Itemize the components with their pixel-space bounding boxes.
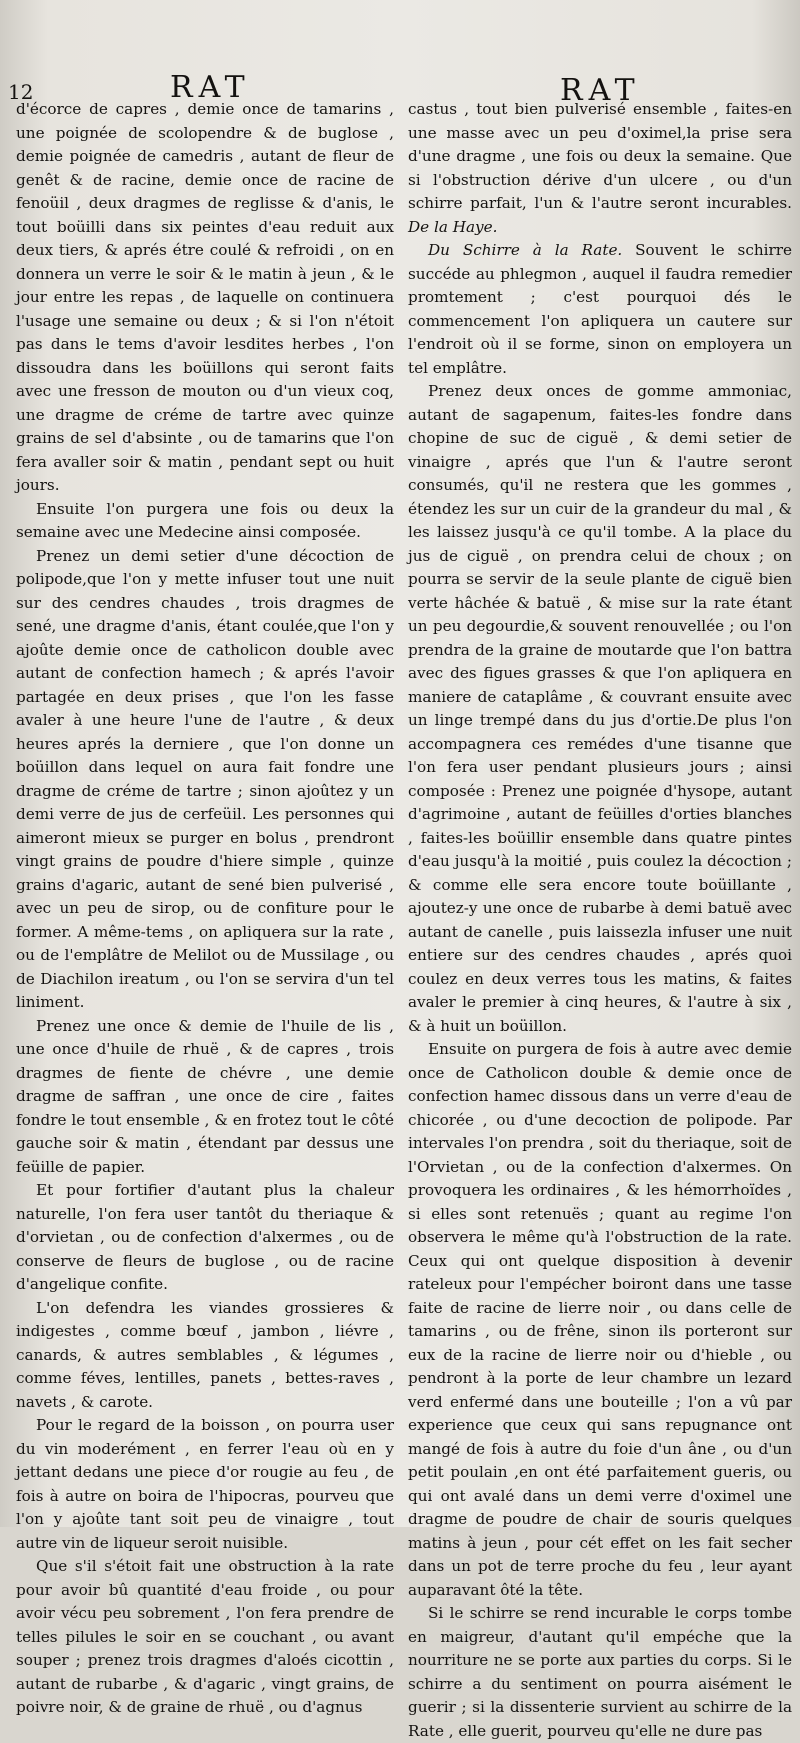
right-column (408, 98, 792, 1743)
page-number: 12 (8, 80, 34, 104)
paragraph: Et pour fortifier d'autant plus la chaleur naturelle, l'on fera user tantôt du theriaque & d'orvietan , ou de confection d'alxermes , ou de conserve de fleurs de buglose , ou de racine d'angelique confite. (16, 1181, 394, 1293)
paragraph: Ensuite on purgera de fois à autre avec demie once de Catholicon double & demie once de confection hamec dissous dans un verre d'eau de chicorée , ou d'une decoction de polipode. Par intervales l'on prendra , soit du theriaque, soit de l'Orvietan , ou de la confection d'alxermes. On provoquera les ordinaires , & les hémorrhoïdes , si elles sont retenuës ; quant au regime l'on observera le même qu'à l'obstruction de la rate. Ceux qui ont quelque disposition à devenir rateleux pour l'empécher boiront dans une tasse faite de racine de lierre noir , ou dans celle de tamarins , ou de frêne, sinon ils porteront sur eux de la racine de lierre noir ou d'hieble , ou pendront à la porte de leur chambre un lezard verd enfermé dans une bouteille ; l'on a vû par experience que ceux qui sans repugnance ont mangé de fois à autre du foie d'un âne , ou d'un petit poulain ,en ont été parfaitement gueris, ou qui ont avalé dans un demi verre d'oximel une dragme de poudre de chair de souris quelques matins à jeun , pour cét effet on les fait secher dans un pot de terre proche du feu , leur ayant auparavant ôté la tête. (408, 1040, 792, 1599)
paragraph: L'on defendra les viandes grossieres & indigestes , comme bœuf , jambon , liévre , canards, & autres semblables , & légumes , comme féves, lentilles, panets , bettes-raves , navets , & carote. (16, 1298, 394, 1411)
paragraph: Prenez deux onces de gomme ammoniac, autant de sagapenum, faites-les fondre dans chopine de suc de ciguë , & demi setier de vinaigre , aprés que l'un & l'autre seront consumés, qu'il ne restera que les gommes , étendez les sur un cuir de la grandeur du mal , & les laissez jusqu'à ce qu'il tombe. A la place du jus de ciguë , on prendra celui de choux ; on pourra se servir de la seule plante de ciguë bien verte hâchée & batuë , & mise sur la rate étant un peu degourdie,& souvent renouvellée ; ou l'on prendra de la graine de moutarde que l'on battra avec des figues grasses & que l'on apliquera en maniere de cataplâme , & couvrant ensuite avec un linge trempé dans du jus d'ortie.De plus l'on accompagnera ces remédes d'une tisanne que l'on fera user pendant plusieurs jours ; ainsi composée : Prenez une poignée d'hysope, autant d'agrimoine , autant de feüilles d'orties blanches , faites-les boüillir ensemble dans quatre pintes d'eau jusqu'à la moitié , puis coulez la décoction ; & comme elle sera encore toute boüillante , ajoutez-y une once de rubarbe à demi batuë avec autant de canelle , puis laissezla infuser une nuit entiere sur des cendres chaudes , aprés quoi coulez en deux verres tous les matins, & faites avaler le premier à cinq heures, & l'autre à six , & à huit un boüillon. (408, 382, 792, 1035)
paragraph: Si le schirre se rend incurable le corps tombe en maigreur, d'autant qu'il empéche que la nourriture ne se porte aux parties du corps. Si le schirre a du sentiment on pourra aisément le guerir ; si la dissenterie survient au schirre de la Rate , elle guerit, pourveu qu'elle ne dure pas (408, 1604, 792, 1740)
paragraph (408, 239, 792, 380)
paragraph-text: Souvent le schirre succéde au phlegmon , auquel il faudra remedier promtement ; c'est pourquoi dés le commencement l'on apliquera un cautere sur l'endroit où il se forme, sinon on employera un tel emplâtre. (408, 241, 792, 377)
paragraph: Pour le regard de la boisson , on pourra user du vin moderément , en ferrer l'eau où en y jettant dedans une piece d'or rougie au feu , de fois à autre on boira de l'hipocras, pourveu que l'on y ajoûte tant soit peu de vinaigre , tout autre vin de liqueur seroit nuisible. (16, 1416, 394, 1552)
running-head-left: RAT (170, 70, 251, 105)
paragraph: d'écorce de capres , demie once de tamarins , une poignée de scolopendre & de buglose , demie poignée de camedris , autant de fleur de genêt & de racine, demie once de racine de fenoüil , deux dragmes de reglisse & d'anis, le tout boüilli dans six peintes d'eau reduit aux deux tiers, & aprés étre coulé & refroidi , on en donnera un verre le soir & le matin à jeun , & le jour entre les repas , de laquelle on continuera l'usage une semaine ou deux ; & si l'on n'étoit pas dans le tems d'avoir lesdites herbes , l'on dissoudra dans les boüillons qui seront faits avec une fresson de mouton ou d'un vieux coq, une dragme de créme de tartre avec quinze grains de sel d'absinte , ou de tamarins que l'on fera avaller soir & matin , pendant sept ou huit jours. (16, 100, 394, 494)
author-signature: De la Haye. (408, 217, 498, 236)
section-title: Du Schirre à la Rate. (428, 241, 623, 259)
paragraph: Que s'il s'étoit fait une obstruction à la rate pour avoir bû quantité d'eau froide , ou pour avoir vécu peu sobrement , l'on fera prendre de telles pilules le soir en se couchant , ou avant souper ; prenez trois dragmes d'aloés cicottin , autant de rubarbe , & d'agaric , vingt grains, de poivre noir, & de graine de rhuë , ou d'agnus (16, 1557, 394, 1716)
paragraph: Prenez un demi setier d'une décoction de polipode,que l'on y mette infuser tout une nuit sur des cendres chaudes , trois dragmes de sené, une dragme d'anis, étant coulée,que l'on y ajoûte demie once de catholicon double avec autant de confection hamech ; & aprés l'avoir partagée en deux prises , que l'on les fasse avaler à une heure l'une de l'autre , & deux heures aprés la derniere , que l'on donne un boüillon dans lequel on aura fait fondre une dragme de créme de tartre ; sinon ajoûtez y un demi verre de jus de cerfeüil. Les personnes qui aimeront mieux se purger en bolus , prendront vingt grains de poudre d'hiere simple , quinze grains d'agaric, autant de sené bien pulverisé , avec un peu de sirop, ou de confiture pour le former. A même-tems , on apliquera sur la rate , ou de l'emplâtre de Melilot ou de Mussilage , ou de Diachilon ireatum , ou l'on se servira d'un tel liniment. (16, 546, 394, 1011)
paragraph (408, 98, 792, 239)
paragraph-text: castus , tout bien pulverisé ensemble , faites-en une masse avec un peu d'oximel,la prise sera d'une dragme , une fois ou deux la semaine. Que si l'obstruction dérive d'un ulcere , ou d'un schirre parfait, l'un & l'autre seront incurables. (408, 100, 792, 212)
running-head-right: RAT (560, 73, 641, 108)
left-column (16, 98, 394, 1720)
paragraph: Prenez une once & demie de l'huile de lis , une once d'huile de rhuë , & de capres , trois dragmes de fiente de chévre , une demie dragme de saffran , une once de cire , faites fondre le tout ensemble , & en frotez tout le côté gauche soir & matin , étendant par dessus une feüille de papier. (16, 1016, 394, 1176)
paragraph: Ensuite l'on purgera une fois ou deux la semaine avec une Medecine ainsi composée. (16, 499, 394, 541)
